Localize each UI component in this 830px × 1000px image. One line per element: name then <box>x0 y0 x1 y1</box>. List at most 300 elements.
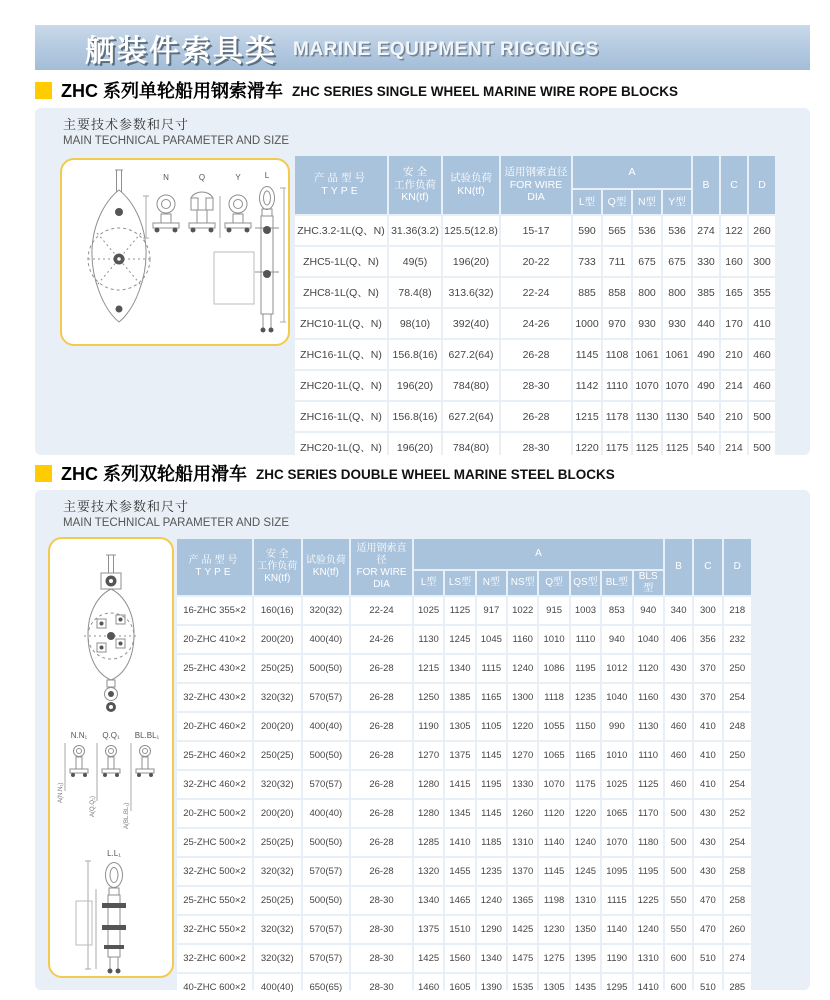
col-header-a-qs: QS型 <box>571 571 600 595</box>
dimension-cell: 460 <box>665 713 692 740</box>
dimension-cell: 1145 <box>477 800 506 827</box>
dimension-cell: 1055 <box>539 713 568 740</box>
table-row <box>177 887 751 914</box>
dimension-cell: 196(20) <box>389 433 441 462</box>
col-header-d: D <box>724 539 751 595</box>
dimension-cell: 274 <box>724 945 751 972</box>
dimension-cell: 440 <box>693 309 719 338</box>
single-wheel-drawing-svg <box>64 162 286 342</box>
col-header-a-ns: NS型 <box>508 571 537 595</box>
dimension-cell: 1120 <box>539 800 568 827</box>
dimension-cell: 1370 <box>508 858 537 885</box>
dimension-cell: 370 <box>694 684 721 711</box>
dimension-cell: 400(40) <box>303 626 350 653</box>
dimension-cell: 400(40) <box>303 800 350 827</box>
drawing-label-n: N.N₁ <box>70 731 88 740</box>
dimension-cell: 1130 <box>634 713 663 740</box>
dimension-cell: 1108 <box>603 340 631 369</box>
dimension-cell: 156.8(16) <box>389 340 441 369</box>
dimension-cell: 1040 <box>602 684 631 711</box>
dimension-cell: 320(32) <box>254 771 301 798</box>
dimension-cell: 1130 <box>633 402 661 431</box>
dimension-cell: 590 <box>573 216 601 245</box>
dimension-cell: 1220 <box>573 433 601 462</box>
dimension-cell: 1115 <box>477 655 506 682</box>
dimension-cell: 200(20) <box>254 626 301 653</box>
section-title-zh: ZHC 系列双轮船用滑车 <box>61 464 247 484</box>
dimension-cell: 1310 <box>634 945 663 972</box>
dimension-cell: 28-30 <box>501 433 571 462</box>
dimension-cell: 1275 <box>539 945 568 972</box>
col-header-a-l: L型 <box>414 571 443 595</box>
dimension-cell: 1220 <box>508 713 537 740</box>
dimension-cell: 28-30 <box>501 371 571 400</box>
dimension-cell: 1465 <box>445 887 474 914</box>
dimension-cell: 510 <box>694 974 721 1000</box>
dimension-cell: 250(25) <box>254 829 301 856</box>
dimension-cell: 1025 <box>414 597 443 624</box>
dimension-cell: 1415 <box>445 771 474 798</box>
dimension-cell: 1435 <box>571 974 600 1000</box>
dimension-cell: 78.4(8) <box>389 278 441 307</box>
dimension-cell: 210 <box>721 402 747 431</box>
col-header-a-bl: BL型 <box>602 571 631 595</box>
dimension-cell: 1061 <box>663 340 691 369</box>
table-row <box>177 829 751 856</box>
col-header-b: B <box>665 539 692 595</box>
dimension-cell: 1605 <box>445 974 474 1000</box>
dimension-cell: 28-30 <box>351 887 412 914</box>
dimension-cell: 24-26 <box>351 626 412 653</box>
drawing-label-bl: BL.BL₁ <box>134 731 160 740</box>
dimension-cell: 1240 <box>571 829 600 856</box>
drawing-label-q: Q <box>198 173 206 182</box>
dimension-cell: 1270 <box>414 742 443 769</box>
dimension-cell: 254 <box>724 771 751 798</box>
dimension-cell: 550 <box>665 916 692 943</box>
dimension-cell: 285 <box>724 974 751 1000</box>
dimension-cell: 1385 <box>445 684 474 711</box>
dimension-cell: 340 <box>665 597 692 624</box>
dimension-cell: 940 <box>602 626 631 653</box>
dimension-cell: 1070 <box>539 771 568 798</box>
dimension-cell: 31.36(3.2) <box>389 216 441 245</box>
page-banner <box>35 25 810 70</box>
dimension-cell: 1195 <box>477 771 506 798</box>
dimension-cell: 1340 <box>414 887 443 914</box>
dimension-cell: 196(20) <box>389 371 441 400</box>
dimension-cell: 1560 <box>445 945 474 972</box>
dimension-cell: 1240 <box>508 655 537 682</box>
dimension-cell: 540 <box>693 433 719 462</box>
product-type-cell: 32-ZHC 500×2 <box>177 858 252 885</box>
dimension-cell: 627.2(64) <box>443 402 499 431</box>
dimension-cell: 258 <box>724 887 751 914</box>
dimension-cell: 250(25) <box>254 742 301 769</box>
dimension-cell: 1345 <box>445 800 474 827</box>
product-type-cell: ZHC.3.2-1L(Q、N) <box>295 216 387 245</box>
drawing-label-l: L <box>264 171 270 180</box>
dimension-cell: 1145 <box>573 340 601 369</box>
dimension-cell: 1410 <box>634 974 663 1000</box>
dimension-cell: 1425 <box>414 945 443 972</box>
dimension-cell: 470 <box>694 887 721 914</box>
dimension-cell: 1250 <box>414 684 443 711</box>
dimension-cell: 1285 <box>414 829 443 856</box>
dimension-cell: 410 <box>694 771 721 798</box>
dimension-cell: 250 <box>724 742 751 769</box>
dimension-cell: 784(80) <box>443 433 499 462</box>
dimension-cell: 1118 <box>539 684 568 711</box>
table-row <box>295 216 775 245</box>
dimension-cell: 370 <box>694 655 721 682</box>
dimension-cell: 15-17 <box>501 216 571 245</box>
section-title-double-wheel <box>35 460 615 486</box>
drawing-dim-label: A(BL.BL₁) <box>124 802 130 829</box>
dimension-cell: 1215 <box>414 655 443 682</box>
dimension-cell: 1305 <box>445 713 474 740</box>
section-title-single-wheel <box>35 77 678 103</box>
dimension-cell: 1061 <box>633 340 661 369</box>
product-type-cell: 32-ZHC 430×2 <box>177 684 252 711</box>
dimension-cell: 160 <box>721 247 747 276</box>
dimension-cell: 1142 <box>573 371 601 400</box>
dimension-cell: 1180 <box>634 829 663 856</box>
dimension-cell: 990 <box>602 713 631 740</box>
dimension-cell: 258 <box>724 858 751 885</box>
dimension-cell: 460 <box>665 771 692 798</box>
col-header-proof: 试验负荷 KN(tf) <box>443 156 499 214</box>
col-header-type: 产品型号 TYPE <box>177 539 252 595</box>
dimension-cell: 320(32) <box>303 597 350 624</box>
dimension-cell: 1010 <box>602 742 631 769</box>
dimension-cell: 1130 <box>414 626 443 653</box>
dimension-cell: 1375 <box>445 742 474 769</box>
drawing-dim-label: A(N.N₁) <box>58 782 64 803</box>
dimension-cell: 1110 <box>571 626 600 653</box>
table-row <box>177 945 751 972</box>
dimension-cell: 1125 <box>633 433 661 462</box>
product-type-cell: 32-ZHC 600×2 <box>177 945 252 972</box>
dimension-cell: 970 <box>603 309 631 338</box>
dimension-cell: 26-28 <box>351 800 412 827</box>
dimension-cell: 500 <box>665 829 692 856</box>
col-header-a-group: A <box>414 539 663 569</box>
dimension-cell: 1215 <box>573 402 601 431</box>
dimension-cell: 500 <box>749 402 775 431</box>
col-header-type: 产品型号 TYPE <box>295 156 387 214</box>
dimension-cell: 300 <box>749 247 775 276</box>
dimension-cell: 1260 <box>508 800 537 827</box>
dimension-cell: 1320 <box>414 858 443 885</box>
dimension-cell: 1070 <box>633 371 661 400</box>
dimension-cell: 1195 <box>634 858 663 885</box>
dimension-cell: 232 <box>724 626 751 653</box>
single-wheel-panel <box>35 108 810 455</box>
dimension-cell: 122 <box>721 216 747 245</box>
col-header-a-y: Y型 <box>663 190 691 214</box>
dimension-cell: 410 <box>694 742 721 769</box>
double-wheel-technical-drawing <box>48 537 174 978</box>
dimension-cell: 1022 <box>508 597 537 624</box>
table-row <box>177 916 751 943</box>
dimension-cell: 1125 <box>663 433 691 462</box>
dimension-cell: 600 <box>665 945 692 972</box>
product-type-cell: ZHC10-1L(Q、N) <box>295 309 387 338</box>
dimension-cell: 800 <box>633 278 661 307</box>
dimension-cell: 800 <box>663 278 691 307</box>
dimension-cell: 500(50) <box>303 742 350 769</box>
dimension-cell: 1535 <box>508 974 537 1000</box>
section-title-zh: ZHC 系列单轮船用钢索滑车 <box>61 81 283 101</box>
dimension-cell: 570(57) <box>303 771 350 798</box>
table-row <box>177 800 751 827</box>
dimension-cell: 1425 <box>508 916 537 943</box>
dimension-cell: 470 <box>694 916 721 943</box>
dimension-cell: 98(10) <box>389 309 441 338</box>
double-wheel-panel <box>35 490 810 993</box>
product-type-cell: 25-ZHC 430×2 <box>177 655 252 682</box>
product-type-cell: 32-ZHC 460×2 <box>177 771 252 798</box>
dimension-cell: 1295 <box>602 974 631 1000</box>
dimension-cell: 550 <box>665 887 692 914</box>
dimension-cell: 1198 <box>539 887 568 914</box>
dimension-cell: 500 <box>665 858 692 885</box>
col-header-wire-dia: 适用钢索直径 FOR WIRE DIA <box>351 539 412 595</box>
dimension-cell: 1190 <box>414 713 443 740</box>
product-type-cell: 20-ZHC 460×2 <box>177 713 252 740</box>
dimension-cell: 500 <box>749 433 775 462</box>
col-header-d: D <box>749 156 775 214</box>
dimension-cell: 1125 <box>445 597 474 624</box>
col-header-a-l: L型 <box>573 190 601 214</box>
dimension-cell: 26-28 <box>351 713 412 740</box>
dimension-cell: 536 <box>633 216 661 245</box>
table-row <box>295 371 775 400</box>
double-wheel-table <box>175 537 753 1000</box>
product-type-cell: ZHC20-1L(Q、N) <box>295 371 387 400</box>
dimension-cell: 1165 <box>477 684 506 711</box>
table-row <box>295 278 775 307</box>
dimension-cell: 885 <box>573 278 601 307</box>
dimension-cell: 1003 <box>571 597 600 624</box>
dimension-cell: 210 <box>721 340 747 369</box>
dimension-cell: 200(20) <box>254 713 301 740</box>
dimension-cell: 165 <box>721 278 747 307</box>
dimension-cell: 460 <box>665 742 692 769</box>
dimension-cell: 858 <box>603 278 631 307</box>
dimension-cell: 392(40) <box>443 309 499 338</box>
dimension-cell: 400(40) <box>254 974 301 1000</box>
dimension-cell: 320(32) <box>254 916 301 943</box>
dimension-cell: 260 <box>724 916 751 943</box>
dimension-cell: 250(25) <box>254 887 301 914</box>
col-header-a-bls: BLS型 <box>634 571 663 595</box>
dimension-cell: 1010 <box>539 626 568 653</box>
dimension-cell: 1000 <box>573 309 601 338</box>
param-label: 主要技术参数和尺寸 MAIN TECHNICAL PARAMETER AND SIZE <box>63 499 289 529</box>
dimension-cell: 26-28 <box>351 858 412 885</box>
dimension-cell: 1170 <box>634 800 663 827</box>
dimension-cell: 1455 <box>445 858 474 885</box>
dimension-cell: 1065 <box>539 742 568 769</box>
col-header-c: C <box>694 539 721 595</box>
dimension-cell: 1300 <box>508 684 537 711</box>
col-header-swl: 安 全 工作负荷 KN(tf) <box>389 156 441 214</box>
dimension-cell: 28-30 <box>351 974 412 1000</box>
dimension-cell: 650(65) <box>303 974 350 1000</box>
dimension-cell: 1145 <box>477 742 506 769</box>
col-header-a-group: A <box>573 156 691 188</box>
dimension-cell: 1475 <box>508 945 537 972</box>
double-wheel-drawing-svg <box>52 541 170 974</box>
dimension-cell: 200(20) <box>254 800 301 827</box>
dimension-cell: 570(57) <box>303 858 350 885</box>
dimension-cell: 1240 <box>477 887 506 914</box>
table-row <box>177 626 751 653</box>
table-row <box>295 433 775 462</box>
dimension-cell: 1185 <box>477 829 506 856</box>
dimension-cell: 733 <box>573 247 601 276</box>
dimension-cell: 540 <box>693 402 719 431</box>
dimension-cell: 930 <box>633 309 661 338</box>
table-row <box>295 402 775 431</box>
dimension-cell: 1235 <box>571 684 600 711</box>
dimension-cell: 915 <box>539 597 568 624</box>
dimension-cell: 1120 <box>634 655 663 682</box>
dimension-cell: 1110 <box>603 371 631 400</box>
dimension-cell: 1220 <box>571 800 600 827</box>
dimension-cell: 28-30 <box>351 945 412 972</box>
dimension-cell: 1095 <box>602 858 631 885</box>
dimension-cell: 260 <box>749 216 775 245</box>
single-wheel-table <box>293 154 777 464</box>
dimension-cell: 1270 <box>508 742 537 769</box>
dimension-cell: 1245 <box>445 626 474 653</box>
col-header-c: C <box>721 156 747 214</box>
dimension-cell: 430 <box>694 800 721 827</box>
table-row <box>177 974 751 1000</box>
dimension-cell: 1160 <box>508 626 537 653</box>
dimension-cell: 675 <box>663 247 691 276</box>
dimension-cell: 1310 <box>508 829 537 856</box>
dimension-cell: 1070 <box>663 371 691 400</box>
product-type-cell: 20-ZHC 410×2 <box>177 626 252 653</box>
product-type-cell: 40-ZHC 600×2 <box>177 974 252 1000</box>
dimension-cell: 500(50) <box>303 887 350 914</box>
product-type-cell: ZHC20-1L(Q、N) <box>295 433 387 462</box>
dimension-cell: 254 <box>724 684 751 711</box>
product-type-cell: 20-ZHC 500×2 <box>177 800 252 827</box>
product-type-cell: ZHC16-1L(Q、N) <box>295 340 387 369</box>
product-type-cell: ZHC5-1L(Q、N) <box>295 247 387 276</box>
dimension-cell: 410 <box>694 713 721 740</box>
col-header-b: B <box>693 156 719 214</box>
table-row <box>177 655 751 682</box>
dimension-cell: 1375 <box>414 916 443 943</box>
dimension-cell: 1110 <box>634 742 663 769</box>
dimension-cell: 430 <box>665 655 692 682</box>
dimension-cell: 274 <box>693 216 719 245</box>
dimension-cell: 170 <box>721 309 747 338</box>
dimension-cell: 784(80) <box>443 371 499 400</box>
dimension-cell: 250 <box>724 655 751 682</box>
dimension-cell: 214 <box>721 371 747 400</box>
section-title-en: ZHC SERIES SINGLE WHEEL MARINE WIRE ROPE BLOCKS <box>292 84 679 99</box>
dimension-cell: 320(32) <box>254 945 301 972</box>
dimension-cell: 510 <box>694 945 721 972</box>
col-header-wire-dia: 适用钢索直径 FOR WIRE DIA <box>501 156 571 214</box>
dimension-cell: 218 <box>724 597 751 624</box>
dimension-cell: 1395 <box>571 945 600 972</box>
drawing-label-n: N <box>163 173 169 182</box>
product-type-cell: 16-ZHC 355×2 <box>177 597 252 624</box>
dimension-cell: 1178 <box>603 402 631 431</box>
dimension-cell: 26-28 <box>351 684 412 711</box>
table-row <box>177 771 751 798</box>
yellow-bullet-icon <box>35 82 52 99</box>
col-header-a-n: N型 <box>477 571 506 595</box>
dimension-cell: 300 <box>694 597 721 624</box>
table-row <box>295 309 775 338</box>
dimension-cell: 1235 <box>477 858 506 885</box>
dimension-cell: 1130 <box>663 402 691 431</box>
table-row <box>177 597 751 624</box>
dimension-cell: 1086 <box>539 655 568 682</box>
product-type-cell: ZHC8-1L(Q、N) <box>295 278 387 307</box>
dimension-cell: 26-28 <box>501 340 571 369</box>
dimension-cell: 711 <box>603 247 631 276</box>
dimension-cell: 406 <box>665 626 692 653</box>
dimension-cell: 1025 <box>602 771 631 798</box>
col-header-a-ls: LS型 <box>445 571 474 595</box>
dimension-cell: 214 <box>721 433 747 462</box>
table-row <box>295 247 775 276</box>
col-header-a-n: N型 <box>633 190 661 214</box>
dimension-cell: 500 <box>665 800 692 827</box>
dimension-cell: 853 <box>602 597 631 624</box>
yellow-bullet-icon <box>35 465 52 482</box>
dimension-cell: 1012 <box>602 655 631 682</box>
dimension-cell: 1150 <box>571 713 600 740</box>
col-header-swl: 安 全 工作负荷 KN(tf) <box>254 539 301 595</box>
dimension-cell: 355 <box>749 278 775 307</box>
dimension-cell: 1310 <box>571 887 600 914</box>
col-header-a-q: Q型 <box>539 571 568 595</box>
table-row <box>177 684 751 711</box>
dimension-cell: 940 <box>634 597 663 624</box>
dimension-cell: 1140 <box>539 829 568 856</box>
dimension-cell: 49(5) <box>389 247 441 276</box>
col-header-proof: 试验负荷 KN(tf) <box>303 539 350 595</box>
dimension-cell: 1065 <box>602 800 631 827</box>
dimension-cell: 490 <box>693 371 719 400</box>
dimension-cell: 1125 <box>634 771 663 798</box>
dimension-cell: 250(25) <box>254 655 301 682</box>
dimension-cell: 1160 <box>634 684 663 711</box>
dimension-cell: 1140 <box>602 916 631 943</box>
dimension-cell: 565 <box>603 216 631 245</box>
dimension-cell: 627.2(64) <box>443 340 499 369</box>
dimension-cell: 1175 <box>571 771 600 798</box>
product-type-cell: 32-ZHC 550×2 <box>177 916 252 943</box>
product-type-cell: 25-ZHC 460×2 <box>177 742 252 769</box>
single-wheel-technical-drawing <box>60 158 290 346</box>
dimension-cell: 22-24 <box>351 597 412 624</box>
dimension-cell: 26-28 <box>501 402 571 431</box>
dimension-cell: 1305 <box>539 974 568 1000</box>
banner-title-zh: 舾装件索具类 <box>85 34 277 68</box>
